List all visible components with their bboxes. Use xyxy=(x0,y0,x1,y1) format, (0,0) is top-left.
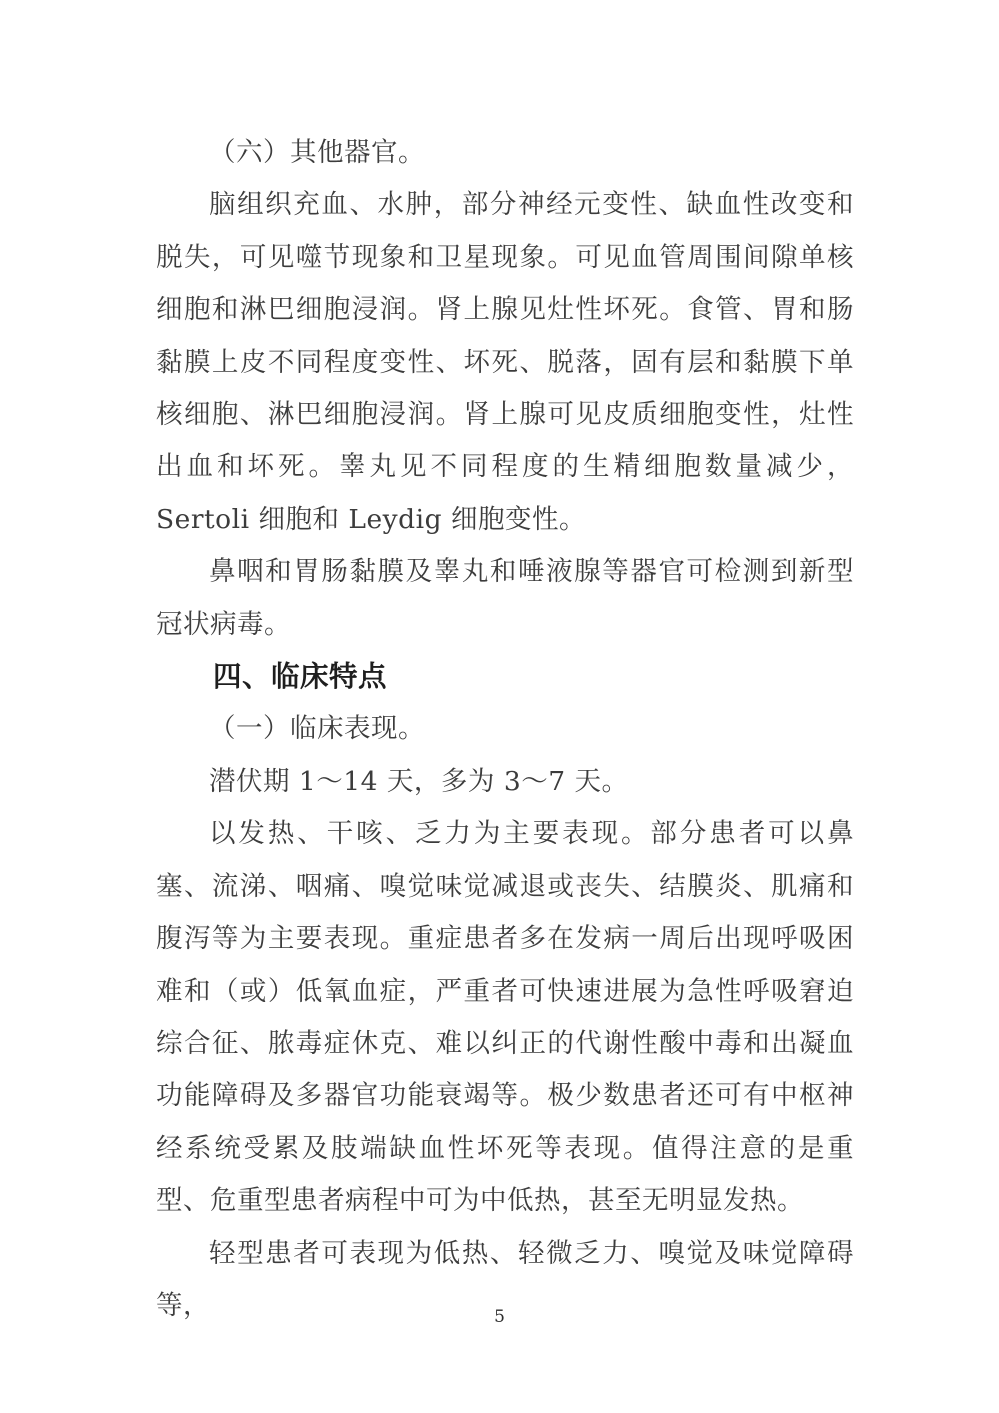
paragraph-other-organs-pathology: 脑组织充血、水肿，部分神经元变性、缺血性改变和脱失，可见噬节现象和卫星现象。可见血管周围间隙单核细胞和淋巴细胞浸润。肾上腺见灶性坏死。食管、胃和肠黏膜上皮不同程度变性、坏死、脱落，固有层和黏膜下单核细胞、淋巴细胞浸润。肾上腺可见皮质细胞变性，灶性出血和坏死。睾丸见不同程度的生精细胞数量减少，Sertoli 细胞和 Leydig 细胞变性。 xyxy=(156,189,854,535)
paragraph-virus-detection: 鼻咽和胃肠黏膜及睾丸和唾液腺等器官可检测到新型冠状病毒。 xyxy=(156,556,854,640)
heading-clinical-features: 四、临床特点 xyxy=(213,660,388,694)
subheading-clinical-manifestations: （一）临床表现。 xyxy=(209,713,425,745)
subheading-other-organs: （六）其他器官。 xyxy=(209,137,425,168)
paragraph-mild-cases: 轻型患者可表现为低热、轻微乏力、嗅觉及味觉障碍等， xyxy=(156,1237,854,1321)
paragraph-incubation-period: 潜伏期 1～14 天，多为 3～7 天。 xyxy=(209,765,629,797)
document-content xyxy=(156,127,854,1332)
paragraph-main-symptoms: 以发热、干咳、乏力为主要表现。部分患者可以鼻塞、流涕、咽痛、嗅觉味觉减退或丧失、结膜炎、肌痛和腹泻等为主要表现。重症患者多在发病一周后出现呼吸困难和（或）低氧血症，严重者可快速进展为急性呼吸窘迫综合征、脓毒症休克、难以纠正的代谢性酸中毒和出凝血功能障碍及多器官功能衰竭等。极少数患者还可有中枢神经系统受累及肢端缺血性坏死等表现。值得注意的是重型、危重型患者病程中可为中低热，甚至无明显发热。 xyxy=(156,818,854,1217)
page-number: 5 xyxy=(494,1307,505,1327)
